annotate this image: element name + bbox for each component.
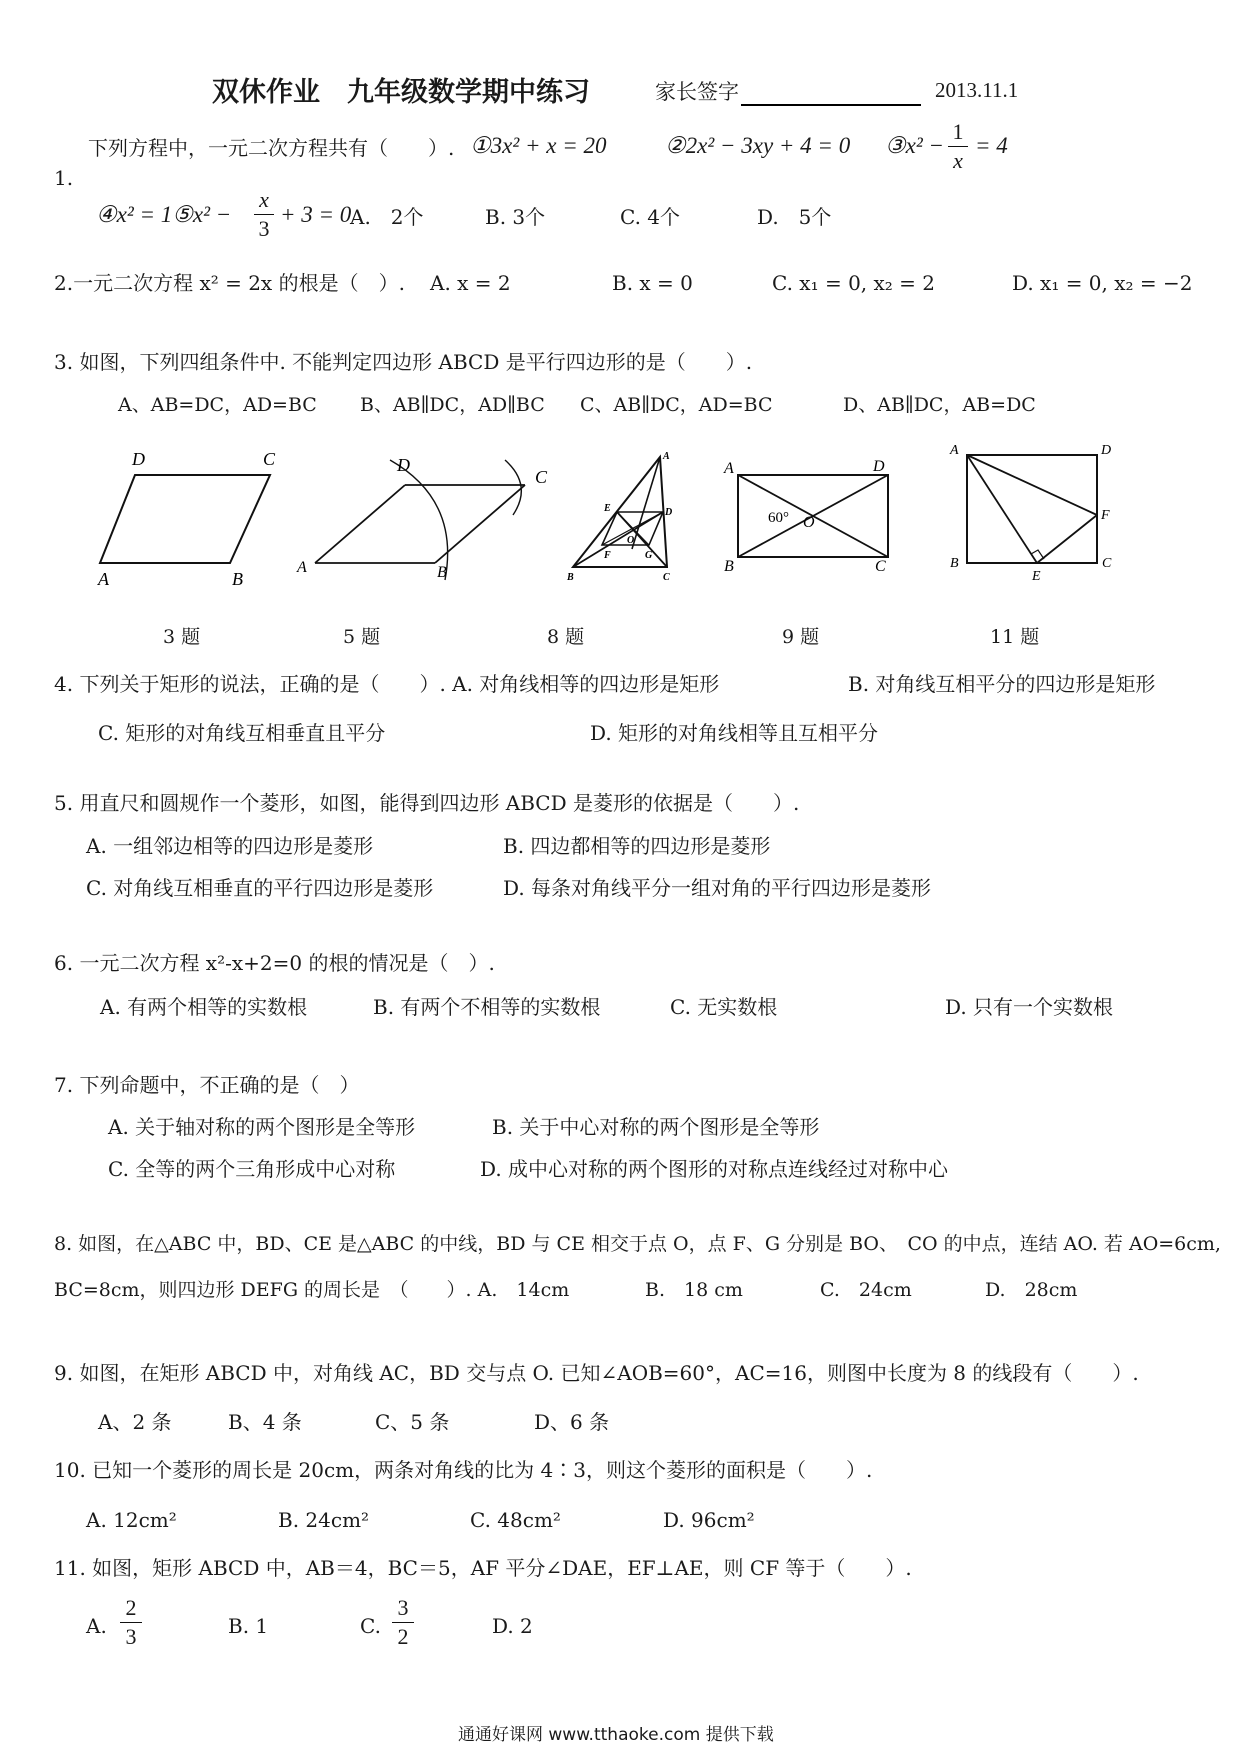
svg-text:O: O [803,514,815,531]
q3-option-a: A、AB=DC，AD=BC [118,394,317,416]
q10-stem: 10. 已知一个菱形的周长是 20cm，两条对角线的比为 4∶3，则这个菱形的面积是（ ）. [54,1458,873,1482]
q10-option-c: C. 48cm² [470,1508,561,1532]
q2-option-b: B. x = 0 [612,271,693,295]
svg-text:F: F [1101,508,1110,523]
svg-text:E: E [1032,569,1041,580]
q11-option-b: B. 1 [228,1614,269,1638]
page-title: 双休作业 九年级数学期中练习 [212,77,590,108]
q5-option-a: A. 一组邻边相等的四边形是菱形 [86,834,374,858]
svg-text:E: E [604,503,611,514]
q10-option-d: D. 96cm² [663,1508,755,1532]
fraction-numerator: 2 [125,1595,137,1620]
q6-option-c: C. 无实数根 [670,995,778,1019]
fraction-numerator: 1 [952,119,964,144]
q8-option-d: D. 28cm [985,1279,1078,1301]
q1-eq2: ②2x² − 3xy + 4 = 0 [665,133,851,158]
q7-option-d: D. 成中心对称的两个图形的对称点连线经过对称中心 [480,1157,949,1181]
svg-text:O: O [627,535,635,546]
parent-signature [655,76,921,106]
caption-fig-3: 3 题 [163,626,201,648]
q10-option-a: A. 12cm² [86,1508,177,1532]
figure-q11-rectangle-fold [935,440,1115,580]
fraction-bar [120,1622,142,1623]
svg-text:B: B [724,558,734,575]
svg-text:A: A [98,569,109,589]
footer-credit: 通通好课网 www.tthaoke.com 提供下载 [458,1725,774,1745]
svg-text:C: C [663,572,670,583]
q2-option-c: C. x₁ = 0, x₂ = 2 [772,271,936,295]
fraction-denominator: 3 [258,216,270,241]
q11-option-c-label: C. [360,1614,381,1638]
figure-q5-rhombus-construction [295,445,555,585]
figure-q3-parallelogram [90,440,300,590]
caption-fig-5: 5 题 [343,626,381,648]
q11-option-d: D. 2 [492,1614,533,1638]
caption-fig-9: 9 题 [782,626,820,648]
q3-option-d: D、AB∥DC，AB=DC [843,394,1036,416]
q9-stem: 9. 如图，在矩形 ABCD 中，对角线 AC，BD 交与点 O. 已知∠AOB=60°，AC=16，则图中长度为 8 的线段有（ ）. [54,1361,1139,1385]
caption-fig-11: 11 题 [990,626,1040,648]
q11-option-c-fraction [392,1596,414,1649]
angle-label: 60° [768,510,789,526]
fraction-numerator: 3 [397,1595,409,1620]
q1-option-b: B. 3个 [485,205,546,229]
q3-stem: 3. 如图，下列四组条件中. 不能判定四边形 ABCD 是平行四边形的是（ ）. [54,350,753,374]
q7-option-c: C. 全等的两个三角形成中心对称 [108,1157,396,1181]
q6-option-a: A. 有两个相等的实数根 [100,995,308,1019]
fraction-bar [948,146,968,147]
q10-option-b: B. 24cm² [278,1508,370,1532]
fraction-denominator: 3 [125,1624,137,1649]
svg-text:D: D [132,449,145,469]
q1-option-a: A. 2个 [350,205,424,229]
svg-text:A: A [297,559,307,576]
svg-text:C: C [535,467,548,487]
svg-text:B: B [567,572,574,583]
date: 2013.11.1 [935,78,1019,102]
fraction-denominator: x [953,148,963,173]
q4-stem: 4. 下列关于矩形的说法，正确的是（ ）. A. 对角线相等的四边形是矩形 [54,672,720,696]
svg-text:D: D [873,458,885,475]
q9-option-d: D、6 条 [534,1410,610,1434]
q3-option-b: B、AB∥DC，AD∥BC [360,394,545,416]
q1-eq5-fraction [254,188,274,241]
q1-eq3-rhs: = 4 [975,133,1008,158]
q1-number: 1. [54,166,74,190]
signature-label: 家长签字 [655,80,739,104]
svg-text:B: B [232,569,243,589]
q7-option-a: A. 关于轴对称的两个图形是全等形 [108,1115,416,1139]
fraction-numerator: x [259,187,269,212]
q3-option-c: C、AB∥DC，AD=BC [580,394,773,416]
caption-fig-8: 8 题 [547,626,585,648]
fraction-bar [254,214,274,215]
q1-eq3: ③x² − [885,133,944,158]
svg-text:F: F [604,550,611,561]
q9-option-c: C、5 条 [375,1410,450,1434]
q5-option-d: D. 每条对角线平分一组对角的平行四边形是菱形 [503,876,932,900]
svg-text:C: C [1102,556,1112,571]
svg-text:A: A [663,451,670,462]
q9-option-b: B、4 条 [228,1410,302,1434]
q5-option-c: C. 对角线互相垂直的平行四边形是菱形 [86,876,434,900]
q1-eq45: ④x² = 1⑤x² − [96,202,232,227]
q5-option-b: B. 四边都相等的四边形是菱形 [503,834,771,858]
q5-stem: 5. 用直尺和圆规作一个菱形，如图，能得到四边形 ABCD 是菱形的依据是（ ）. [54,791,800,815]
q2-option-d: D. x₁ = 0, x₂ = −2 [1012,271,1193,295]
q1-eq1: ①3x² + x = 20 [470,133,607,158]
svg-text:A: A [950,443,959,458]
svg-text:D: D [665,507,673,518]
q4-option-d: D. 矩形的对角线相等且互相平分 [590,721,879,745]
q2-stem: 2.一元二次方程 x² = 2x 的根是（ ）. [54,271,405,295]
svg-text:C: C [875,558,886,575]
fraction-denominator: 2 [397,1624,409,1649]
svg-text:B: B [950,556,959,571]
figure-q9-rectangle-diagonals [720,445,900,575]
q6-stem: 6. 一元二次方程 x²-x+2=0 的根的情况是（ ）. [54,951,495,975]
figure-q8-triangle-medians [565,445,680,585]
q9-option-a: A、2 条 [98,1410,172,1434]
q2-option-a: A. x = 2 [430,271,511,295]
signature-line [741,82,921,106]
q1-option-d: D. 5个 [757,205,832,229]
svg-text:G: G [645,550,653,561]
q7-option-b: B. 关于中心对称的两个图形是全等形 [492,1115,820,1139]
q1-stem: 下列方程中，一元二次方程共有（ ）. [88,136,455,160]
q11-stem: 11. 如图，矩形 ABCD 中，AB＝4，BC＝5，AF 平分∠DAE，EF⊥AE，则 CF 等于（ ）. [54,1556,912,1580]
q8-line1: 8. 如图，在△ABC 中，BD、CE 是△ABC 的中线，BD 与 CE 相交于点 O，点 F、G 分别是 BO、 CO 的中点，连结 AO. 若 AO=6cm, [54,1233,1221,1255]
q8-option-b: B. 18 cm [645,1279,743,1301]
q1-eq5-rhs: + 3 = 0 [280,202,352,227]
svg-text:D: D [397,455,410,475]
q4-option-b: B. 对角线互相平分的四边形是矩形 [848,672,1156,696]
svg-text:A: A [724,460,734,477]
q1-eq3-fraction [948,120,968,173]
svg-text:D: D [1101,443,1112,458]
q11-option-a-fraction [120,1596,142,1649]
q8-line2: BC=8cm，则四边形 DEFG 的周长是 （ ）. A. 14cm [54,1279,570,1301]
q11-option-a-label: A. [86,1614,107,1638]
q6-option-d: D. 只有一个实数根 [945,995,1114,1019]
q1-option-c: C. 4个 [620,205,681,229]
q4-option-c: C. 矩形的对角线互相垂直且平分 [98,721,386,745]
svg-text:B: B [437,564,447,581]
q7-stem: 7. 下列命题中，不正确的是（ ） [54,1073,360,1097]
q8-option-c: C. 24cm [820,1279,912,1301]
svg-text:C: C [263,449,276,469]
q6-option-b: B. 有两个不相等的实数根 [373,995,601,1019]
fraction-bar [392,1622,414,1623]
